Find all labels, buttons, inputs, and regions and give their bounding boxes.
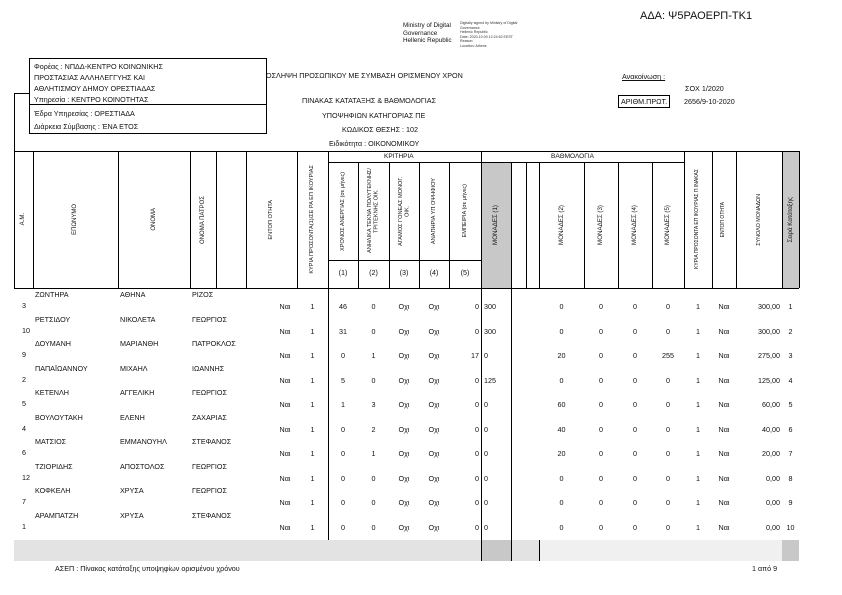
cell-g1: 300 xyxy=(484,302,496,311)
cell-g4: 0 xyxy=(633,522,637,532)
cell-name: ΜΙΧΑΗΛ xyxy=(120,363,148,373)
cell-am: 7 xyxy=(22,497,26,506)
cell-c2: 0 xyxy=(371,522,376,532)
cell-g5: 0 xyxy=(666,375,670,385)
col-father: ΟΝΟΜΑ ΠΑΤΡΟΣ xyxy=(199,195,206,244)
c2-num: (2) xyxy=(369,268,378,277)
cell-g3: 0 xyxy=(599,351,603,360)
col-am: Α.Μ. xyxy=(20,213,27,226)
cell-surname: ΑΡΑΜΠΑΤΖΗ xyxy=(35,510,79,520)
cell-c4: Οχι xyxy=(428,498,440,507)
cell-prio: Ναι xyxy=(279,375,291,385)
c1-num: (1) xyxy=(338,268,348,277)
cell-req: 1 xyxy=(310,375,315,385)
cell-g4: 0 xyxy=(633,424,637,434)
cell-g1: 300 xyxy=(484,326,496,336)
cell-c3: Οχι xyxy=(398,400,410,409)
col-name: ΟΝΟΜΑ xyxy=(150,208,157,231)
cell-g3: 0 xyxy=(599,473,603,483)
cell-c2: 0 xyxy=(371,498,376,507)
cell-total: 0,00 xyxy=(766,498,780,507)
cell-total: 275,00 xyxy=(758,351,780,360)
protocol-value: 2656/9-10-2020 xyxy=(684,97,735,106)
cell-g4: 0 xyxy=(633,400,637,409)
cell-req: 1 xyxy=(310,302,315,311)
cell-c5: 0 xyxy=(475,400,479,409)
cell-am: 3 xyxy=(22,301,26,310)
cell-req: 1 xyxy=(310,351,315,360)
cell-g2: 20 xyxy=(557,449,566,458)
cell-c1: 1 xyxy=(341,400,345,409)
cell-name: ΧΡΥΣΑ xyxy=(120,510,144,520)
col-main-req: ΚΥΡΙΑ ΠΡΟΣΟΝΤΑ(1)/ΣΕ ΡΑ ΕΠ ΙΚΟΥΡΙΑΣ xyxy=(309,165,316,274)
cell-c1: 0 xyxy=(341,449,345,458)
cell-g2: 0 xyxy=(559,473,564,483)
cell-c5: 0 xyxy=(475,424,479,434)
cell-g4: 0 xyxy=(633,375,637,385)
cell-c3: Οχι xyxy=(398,449,410,458)
cell-g1: 0 xyxy=(484,424,488,434)
cell-surname: ΔΟΥΜΑΝΗ xyxy=(35,339,71,348)
cell-g3: 0 xyxy=(599,400,603,409)
cell-c3: Οχι xyxy=(398,351,410,360)
cell-am: 9 xyxy=(22,350,26,359)
col-g1: ΜΟΝΑΔΕΣ (1) xyxy=(492,205,500,245)
cell-req2: 1 xyxy=(696,351,700,360)
cell-req2: 1 xyxy=(696,522,700,532)
cell-g1: 0 xyxy=(484,351,488,360)
cell-prio2: Ναι xyxy=(718,449,730,458)
cell-g2: 20 xyxy=(557,351,566,360)
cell-g1: 0 xyxy=(484,498,488,507)
cell-total: 0,00 xyxy=(766,522,780,532)
cell-c4: Οχι xyxy=(428,473,440,483)
cell-prio2: Ναι xyxy=(718,522,730,532)
cell-prio: Ναι xyxy=(279,498,291,507)
cell-father: ΣΤΕΦΑΝΟΣ xyxy=(192,437,232,446)
cell-g5: 0 xyxy=(666,473,670,483)
cell-rank: 10 xyxy=(786,522,795,532)
cell-prio2: Ναι xyxy=(718,375,730,385)
cell-surname: ΡΕΤΣΙΔΟΥ xyxy=(35,314,71,324)
cell-g4: 0 xyxy=(633,498,637,507)
cell-g2: 0 xyxy=(559,498,564,507)
cell-c1: 46 xyxy=(339,302,347,311)
cell-req: 1 xyxy=(310,326,315,336)
cell-req2: 1 xyxy=(696,449,700,458)
cell-rank: 3 xyxy=(788,351,793,360)
cell-prio2: Ναι xyxy=(718,302,730,311)
cell-c2: 0 xyxy=(371,302,376,311)
cell-g2: 0 xyxy=(559,522,564,532)
cell-g3: 0 xyxy=(599,424,603,434)
cell-c1: 0 xyxy=(341,498,345,507)
cell-c2: 2 xyxy=(371,424,376,434)
cell-c4: Οχι xyxy=(428,522,440,532)
cell-g3: 0 xyxy=(599,449,603,458)
cell-prio: Ναι xyxy=(279,400,291,409)
cell-g3: 0 xyxy=(599,302,603,311)
cell-c4: Οχι xyxy=(428,302,440,311)
col-priority2: ΕΝΤΟΠ ΟΤΗΤΑ xyxy=(720,201,727,238)
cell-g2: 60 xyxy=(557,400,566,409)
cell-g2: 0 xyxy=(559,326,564,336)
cell-req2: 1 xyxy=(696,302,700,311)
col-rank: Σειρά Κατάταξης xyxy=(786,196,794,243)
cell-am: 4 xyxy=(22,423,26,433)
criteria-header: ΚΡΙΤΗΡΙΑ xyxy=(384,153,414,160)
cell-father: ΖΑΧΑΡΙΑΣ xyxy=(192,412,227,422)
cell-g1: 0 xyxy=(484,473,488,483)
cell-c1: 0 xyxy=(341,424,345,434)
cell-g3: 0 xyxy=(599,522,603,532)
cell-req2: 1 xyxy=(696,473,700,483)
cell-surname: ΤΖΙΟΡΙΔΗΣ xyxy=(35,461,73,471)
cell-prio2: Ναι xyxy=(718,498,730,507)
cell-surname: ΖΩΝΤΗΡΑ xyxy=(35,290,69,299)
cell-c2: 1 xyxy=(371,351,376,360)
announcement-value: ΣΟΧ 1/2020 xyxy=(685,84,724,93)
col-g3: ΜΟΝΑΔΕΣ (3) xyxy=(597,205,605,245)
cell-c5: 0 xyxy=(475,326,479,336)
cell-name: ΑΘΗΝΑ xyxy=(120,290,146,299)
cell-prio: Ναι xyxy=(279,449,291,458)
cell-g5: 255 xyxy=(662,351,674,360)
cell-rank: 7 xyxy=(788,449,793,458)
cell-g2: 0 xyxy=(559,302,564,311)
cell-c3: Οχι xyxy=(398,498,410,507)
cell-g5: 0 xyxy=(666,424,670,434)
cell-total: 40,00 xyxy=(762,424,780,434)
cell-c4: Οχι xyxy=(428,326,440,336)
cell-am: 10 xyxy=(22,325,30,335)
cell-c1: 31 xyxy=(339,326,347,336)
cell-g5: 0 xyxy=(666,449,670,458)
cell-father: ΓΕΩΡΓΙΟΣ xyxy=(192,461,227,471)
cell-g3: 0 xyxy=(599,326,603,336)
cell-surname: ΒΟΥΛΟΥΤΑΚΗ xyxy=(35,412,83,422)
cell-g2: 40 xyxy=(557,424,566,434)
cell-father: ΙΩΑΝΝΗΣ xyxy=(192,363,225,373)
col-g4: ΜΟΝΑΔΕΣ (4) xyxy=(631,205,639,245)
cell-prio: Ναι xyxy=(279,351,291,360)
cell-rank: 5 xyxy=(788,400,793,409)
cell-g5: 0 xyxy=(666,326,670,336)
col-g5: ΜΟΝΑΔΕΣ (5) xyxy=(664,205,672,245)
cell-c2: 1 xyxy=(371,449,376,458)
cell-g5: 0 xyxy=(666,400,670,409)
cell-prio: Ναι xyxy=(279,473,291,483)
cell-c3: Οχι xyxy=(398,302,410,311)
cell-am: 1 xyxy=(22,521,26,531)
cell-req2: 1 xyxy=(696,498,700,507)
cell-name: ΑΠΟΣΤΟΛΟΣ xyxy=(120,461,165,471)
col-c4: ΑΝΑΠΗΡΙΑ ΥΠ ΟΨΗΦΙΟΥ xyxy=(430,177,437,245)
col-surname: ΕΠΩΝΥΜΟ xyxy=(72,204,79,235)
cell-c4: Οχι xyxy=(428,424,440,434)
cell-req: 1 xyxy=(310,498,315,507)
cell-c3: Οχι xyxy=(398,473,410,483)
cell-g5: 0 xyxy=(666,302,670,311)
cell-c5: 0 xyxy=(475,522,479,532)
cell-req: 1 xyxy=(310,473,315,483)
cell-name: ΧΡΥΣΑ xyxy=(120,486,144,495)
table-title: ΠΙΝΑΚΑΣ ΚΑΤΑΤΑΞΗΣ & ΒΑΘΜΟΛΟΓΙΑΣ xyxy=(302,96,437,105)
agency-info: Φορέας : ΝΠΔΔ-ΚΕΝΤΡΟ ΚΟΙΝΩΝΙΚΗΣ ΠΡΟΣΤΑΣΙΑΣ ΑΛΛΗΛΕΓΓΥΗΣ ΚΑΙ ΑΘΛΗΤΙΣΜΟΥ ΔΗΜΟΥ ΟΡΕΣΤΙΑΔΑΣ Υπηρεσία : ΚΕΝΤΡΟ ΚΟΙΝΟΤΗΤΑΣ Έδρα Υπηρεσίας : ΟΡΕΣΤΙΑΔΑ Διάρκεια Σύμβασης : ΈΝΑ ΕΤΟΣ xyxy=(34,62,163,131)
cell-name: ΕΛΕΝΗ xyxy=(120,412,145,422)
cell-c5: 0 xyxy=(475,375,479,385)
protocol-label: ΑΡΙΘΜ.ΠΡΩΤ. xyxy=(618,95,670,108)
cell-c5: 17 xyxy=(471,351,479,360)
cell-req2: 1 xyxy=(696,326,700,336)
cell-father: ΡΙΖΟΣ xyxy=(192,290,214,299)
col-c3: ΑΓΑΜΟΣ ΓΟΝΕΑΣ ΜΟΝΟΓ. ΟΙΚ. xyxy=(397,176,410,246)
cell-rank: 4 xyxy=(788,375,793,385)
cell-surname: ΚΕΤΕΝΛΗ xyxy=(35,388,69,397)
cell-c5: 0 xyxy=(475,302,479,311)
cell-total: 300,00 xyxy=(758,326,780,336)
cell-g1: 0 xyxy=(484,449,488,458)
c3-num: (3) xyxy=(399,268,409,277)
cell-g4: 0 xyxy=(633,473,637,483)
cell-c5: 0 xyxy=(475,498,479,507)
cell-father: ΓΕΩΡΓΙΟΣ xyxy=(192,486,227,495)
cell-am: 6 xyxy=(22,448,26,457)
specialty: Ειδικότητα : ΟΙΚΟΝΟΜΙΚΟΥ xyxy=(329,139,420,148)
cell-surname: ΜΑΤΣΙΟΣ xyxy=(35,437,67,446)
col-main-req2: ΚΥΡΙΑ ΠΡΟΣΟΝΤΑ ΕΠ ΙΚΟΥΡΙΑΣ Π ΙΝΑΚΑΣ xyxy=(694,169,701,270)
cell-g1: 0 xyxy=(484,522,488,532)
cell-c3: Οχι xyxy=(398,326,410,336)
cell-c4: Οχι xyxy=(428,351,440,360)
cell-prio2: Ναι xyxy=(718,326,730,336)
col-priority: ΕΝΤΟΠ ΟΤΗΤΑ xyxy=(268,199,275,240)
cell-c2: 0 xyxy=(371,326,376,336)
cell-g3: 0 xyxy=(599,375,603,385)
cell-g4: 0 xyxy=(633,351,637,360)
cell-req: 1 xyxy=(310,424,315,434)
cell-surname: ΚΟΦΚΕΛΗ xyxy=(35,486,71,495)
announcement-label: Ανακοίνωση : xyxy=(622,72,666,81)
cell-g5: 0 xyxy=(666,522,670,532)
cell-prio: Ναι xyxy=(279,522,291,532)
cell-c4: Οχι xyxy=(428,400,440,409)
cell-c4: Οχι xyxy=(428,449,440,458)
cell-father: ΓΕΩΡΓΙΟΣ xyxy=(192,314,227,324)
c5-num: (5) xyxy=(460,268,470,277)
cell-name: ΑΓΓΕΛΙΚΗ xyxy=(120,388,155,397)
ada-code: ΑΔΑ: Ψ5ΡΑΟΕΡΠ-ΤΚ1 xyxy=(640,10,753,22)
cell-am: 2 xyxy=(22,374,26,384)
cell-rank: 9 xyxy=(788,498,793,507)
cell-req: 1 xyxy=(310,449,315,458)
cell-am: 5 xyxy=(22,399,26,408)
cell-total: 125,00 xyxy=(758,375,780,385)
cell-father: ΓΕΩΡΓΙΟΣ xyxy=(192,388,227,397)
cell-prio: Ναι xyxy=(279,326,291,336)
cell-g1: 0 xyxy=(484,400,488,409)
cell-surname: ΠΑΠΑΪΩΑΝΝΟΥ xyxy=(35,363,88,373)
cell-rank: 6 xyxy=(788,424,793,434)
grading-header: ΒΑΘΜΟΛΟΓΙΑ xyxy=(551,153,594,160)
cell-g4: 0 xyxy=(633,449,637,458)
cell-prio: Ναι xyxy=(279,424,291,434)
position-code: ΚΩΔΙΚΟΣ ΘΕΣΗΣ : 102 xyxy=(342,125,419,134)
cell-rank: 2 xyxy=(788,326,793,336)
col-g2: ΜΟΝΑΔΕΣ (2) xyxy=(557,205,565,245)
cell-prio2: Ναι xyxy=(718,473,730,483)
cell-c3: Οχι xyxy=(398,522,410,532)
col-c1: ΧΡΟΝΟΣ ΑΝΕΡΓΙΑΣ (σε μήνες) xyxy=(339,171,346,251)
cell-c2: 3 xyxy=(371,400,376,409)
cell-total: 0,00 xyxy=(766,473,780,483)
cell-prio2: Ναι xyxy=(718,424,730,434)
col-c5: ΕΜΠΕΙΡΙΑ (σε μήνες) xyxy=(461,184,468,238)
cell-total: 60,00 xyxy=(762,400,780,409)
category-title: ΥΠΟΨΗΦΙΩΝ ΚΑΤΗΓΟΡΙΑΣ ΠΕ xyxy=(322,111,426,120)
cell-prio2: Ναι xyxy=(718,400,730,409)
cell-c1: 0 xyxy=(341,351,345,360)
recruitment-title: ΟΣΛΗΨΗ ΠΡΟΣΩΠΙΚΟΥ ΜΕ ΣΥΜΒΑΣΗ ΟΡΙΣΜΕΝΟΥ ΧΡΟΝ xyxy=(266,71,463,80)
cell-prio: Ναι xyxy=(279,302,291,311)
cell-g5: 0 xyxy=(666,498,670,507)
col-total: ΣΥΝΟΛΟ ΜΟΝΑΔΩΝ xyxy=(755,193,762,246)
cell-c3: Οχι xyxy=(398,375,410,385)
cell-rank: 1 xyxy=(788,302,793,311)
cell-g3: 0 xyxy=(599,498,603,507)
cell-req2: 1 xyxy=(696,424,700,434)
cell-req2: 1 xyxy=(696,375,700,385)
cell-req2: 1 xyxy=(696,400,700,409)
cell-am: 12 xyxy=(22,472,30,482)
col-c2: ΑΝΗΛΙΚΑ ΤΕΚΝΑ ΠΟΛΥΤΕΚΝΗΣ/ΤΡΙΤΕΚΝΗΣ ΟΙΚ. xyxy=(367,168,380,254)
c4-num: (4) xyxy=(429,268,439,277)
cell-father: ΠΑΤΡΟΚΛΟΣ xyxy=(192,339,236,348)
cell-c5: 0 xyxy=(475,473,479,483)
cell-name: ΝΙΚΟΛΕΤΑ xyxy=(120,314,156,324)
cell-c1: 0 xyxy=(341,473,345,483)
cell-g2: 0 xyxy=(559,375,564,385)
cell-c3: Οχι xyxy=(398,424,410,434)
cell-c1: 5 xyxy=(341,375,345,385)
cell-c1: 0 xyxy=(341,522,345,532)
cell-req: 1 xyxy=(310,400,315,409)
cell-g4: 0 xyxy=(633,302,637,311)
cell-req: 1 xyxy=(310,522,315,532)
cell-father: ΣΤΕΦΑΝΟΣ xyxy=(192,510,232,520)
ministry-label: Ministry of Digital Governance Hellenic Republic xyxy=(403,22,452,44)
cell-c2: 0 xyxy=(371,375,376,385)
signature-stamp: Digitally signed by Ministry of Digital Governance Hellenic Republic Date: 2020.10.09 12:24:52 EEST Reason: Location: Athens xyxy=(460,21,518,48)
cell-name: ΜΑΡΙΑΝΘΗ xyxy=(120,339,159,348)
cell-g1: 125 xyxy=(484,375,496,385)
footer-note: ΑΣΕΠ : Πίνακας κατάταξης υποψηφίων ορισμένου χρόνου xyxy=(55,564,240,573)
cell-g4: 0 xyxy=(633,326,637,336)
cell-name: ΕΜΜΑΝΟΥΗΛ xyxy=(120,437,167,446)
page-number: 1 από 9 xyxy=(752,564,778,573)
cell-rank: 8 xyxy=(788,473,793,483)
cell-c4: Οχι xyxy=(428,375,440,385)
cell-total: 300,00 xyxy=(758,302,780,311)
cell-prio2: Ναι xyxy=(718,351,730,360)
cell-c2: 0 xyxy=(371,473,376,483)
cell-c5: 0 xyxy=(475,449,479,458)
cell-total: 20,00 xyxy=(762,449,780,458)
